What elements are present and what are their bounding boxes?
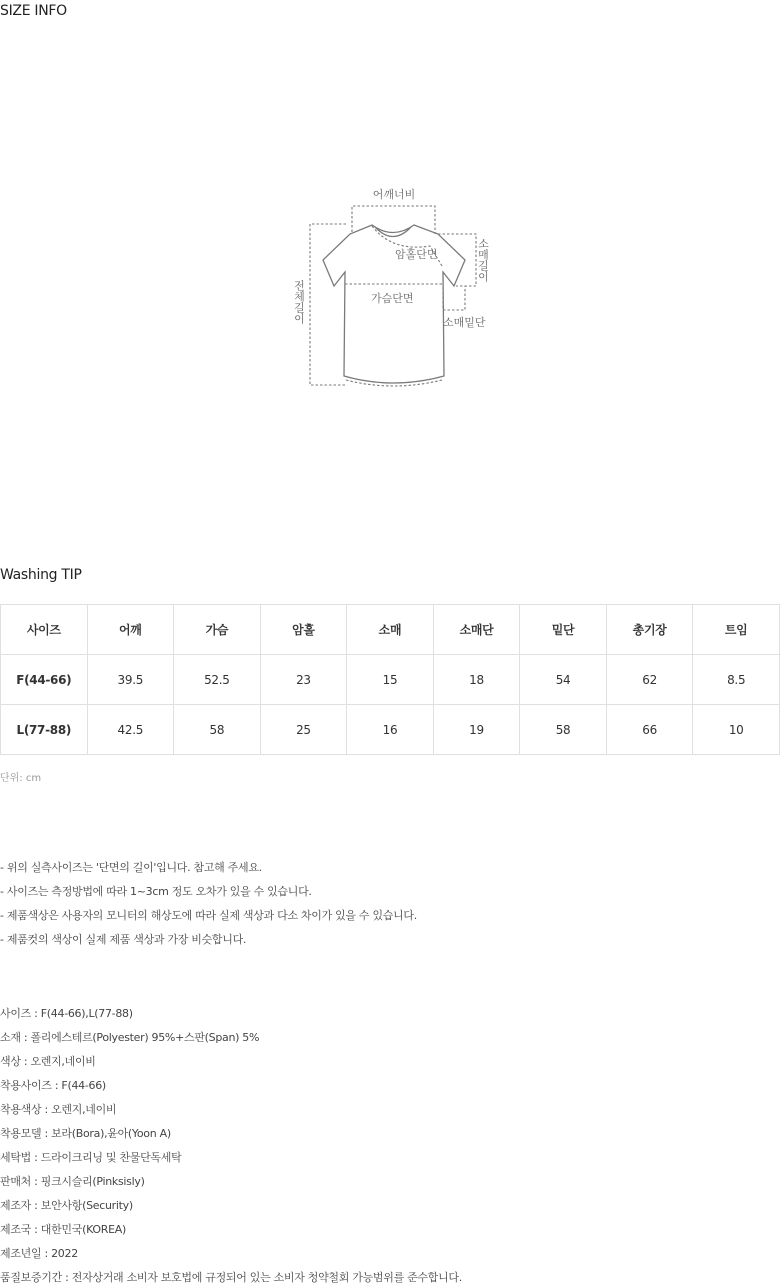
- table-cell: 66: [606, 705, 693, 755]
- shoulder-label: 어깨너비: [372, 188, 416, 201]
- spec-line: 착용사이즈 : F(44-66): [0, 1079, 106, 1092]
- header-cell: 소매단: [433, 605, 520, 655]
- table-row: [1, 705, 780, 755]
- table-cell: 8.5: [693, 655, 780, 705]
- product-specs: [0, 1002, 462, 1287]
- tshirt-diagram-svg: [280, 180, 500, 400]
- spec-line: 세탁법 : 드라이크리닝 및 찬물단독세탁: [0, 1151, 182, 1164]
- header-cell: 어깨: [87, 605, 174, 655]
- spec-line: 사이즈 : F(44-66),L(77-88): [0, 1007, 133, 1020]
- table-cell: 23: [260, 655, 347, 705]
- size-cell: L(77-88): [1, 705, 88, 755]
- washing-tip-title: Washing TIP: [0, 567, 82, 583]
- header-cell: 총기장: [606, 605, 693, 655]
- spec-line: 제조년일 : 2022: [0, 1247, 78, 1260]
- note-line: - 제품컷의 색상이 실제 제품 색상과 가장 비슷합니다.: [0, 933, 247, 946]
- sleeve-length-label: 소매길이: [476, 238, 490, 282]
- size-cell: F(44-66): [1, 655, 88, 705]
- chest-label: 가슴단면: [371, 292, 414, 305]
- spec-line: 품질보증기간 : 전자상거래 소비자 보호법에 규정되어 있는 소비자 청약철회 가능범위를 준수합니다.: [0, 1271, 462, 1284]
- table-cell: 58: [520, 705, 607, 755]
- table-cell: 58: [174, 705, 261, 755]
- total-length-label: 전체길이: [292, 280, 306, 324]
- table-cell: 18: [433, 655, 520, 705]
- tshirt-measurement-diagram: [280, 180, 500, 400]
- note-line: - 사이즈는 측정방법에 따라 1~3cm 정도 오차가 있을 수 있습니다.: [0, 885, 312, 898]
- spec-line: 소재 : 폴리에스테르(Polyester) 95%+스판(Span) 5%: [0, 1031, 260, 1044]
- sleeve-hem-label: 소매밑단: [443, 316, 486, 329]
- spec-line: 착용색상 : 오렌지,네이비: [0, 1103, 117, 1116]
- size-table: [0, 604, 780, 755]
- spec-line: 판매처 : 핑크시슬리(Pinksisly): [0, 1175, 145, 1188]
- table-cell: 19: [433, 705, 520, 755]
- size-info-title: SIZE INFO: [0, 3, 67, 19]
- spec-line: 색상 : 오렌지,네이비: [0, 1055, 96, 1068]
- spec-line: 착용모델 : 보라(Bora),윤아(Yoon A): [0, 1127, 171, 1140]
- table-cell: 16: [347, 705, 434, 755]
- table-cell: 39.5: [87, 655, 174, 705]
- table-cell: 62: [606, 655, 693, 705]
- header-cell: 가슴: [174, 605, 261, 655]
- table-header-row: [1, 605, 780, 655]
- note-line: - 제품색상은 사용자의 모니터의 해상도에 따라 실제 색상과 다소 차이가 있을 수 있습니다.: [0, 909, 417, 922]
- header-cell: 사이즈: [1, 605, 88, 655]
- table-cell: 42.5: [87, 705, 174, 755]
- spec-line: 제조국 : 대한민국(KOREA): [0, 1223, 126, 1236]
- armhole-label: 암홀단면: [395, 248, 438, 261]
- table-row: [1, 655, 780, 705]
- table-cell: 25: [260, 705, 347, 755]
- unit-note: 단위: cm: [0, 773, 42, 784]
- table-cell: 54: [520, 655, 607, 705]
- size-notes: [0, 856, 417, 952]
- header-cell: 밑단: [520, 605, 607, 655]
- note-line: - 위의 실측사이즈는 '단면의 길이'입니다. 참고해 주세요.: [0, 861, 262, 874]
- header-cell: 암홀: [260, 605, 347, 655]
- spec-line: 제조자 : 보안사항(Security): [0, 1199, 133, 1212]
- table-cell: 52.5: [174, 655, 261, 705]
- header-cell: 트임: [693, 605, 780, 655]
- table-cell: 10: [693, 705, 780, 755]
- table-cell: 15: [347, 655, 434, 705]
- header-cell: 소매: [347, 605, 434, 655]
